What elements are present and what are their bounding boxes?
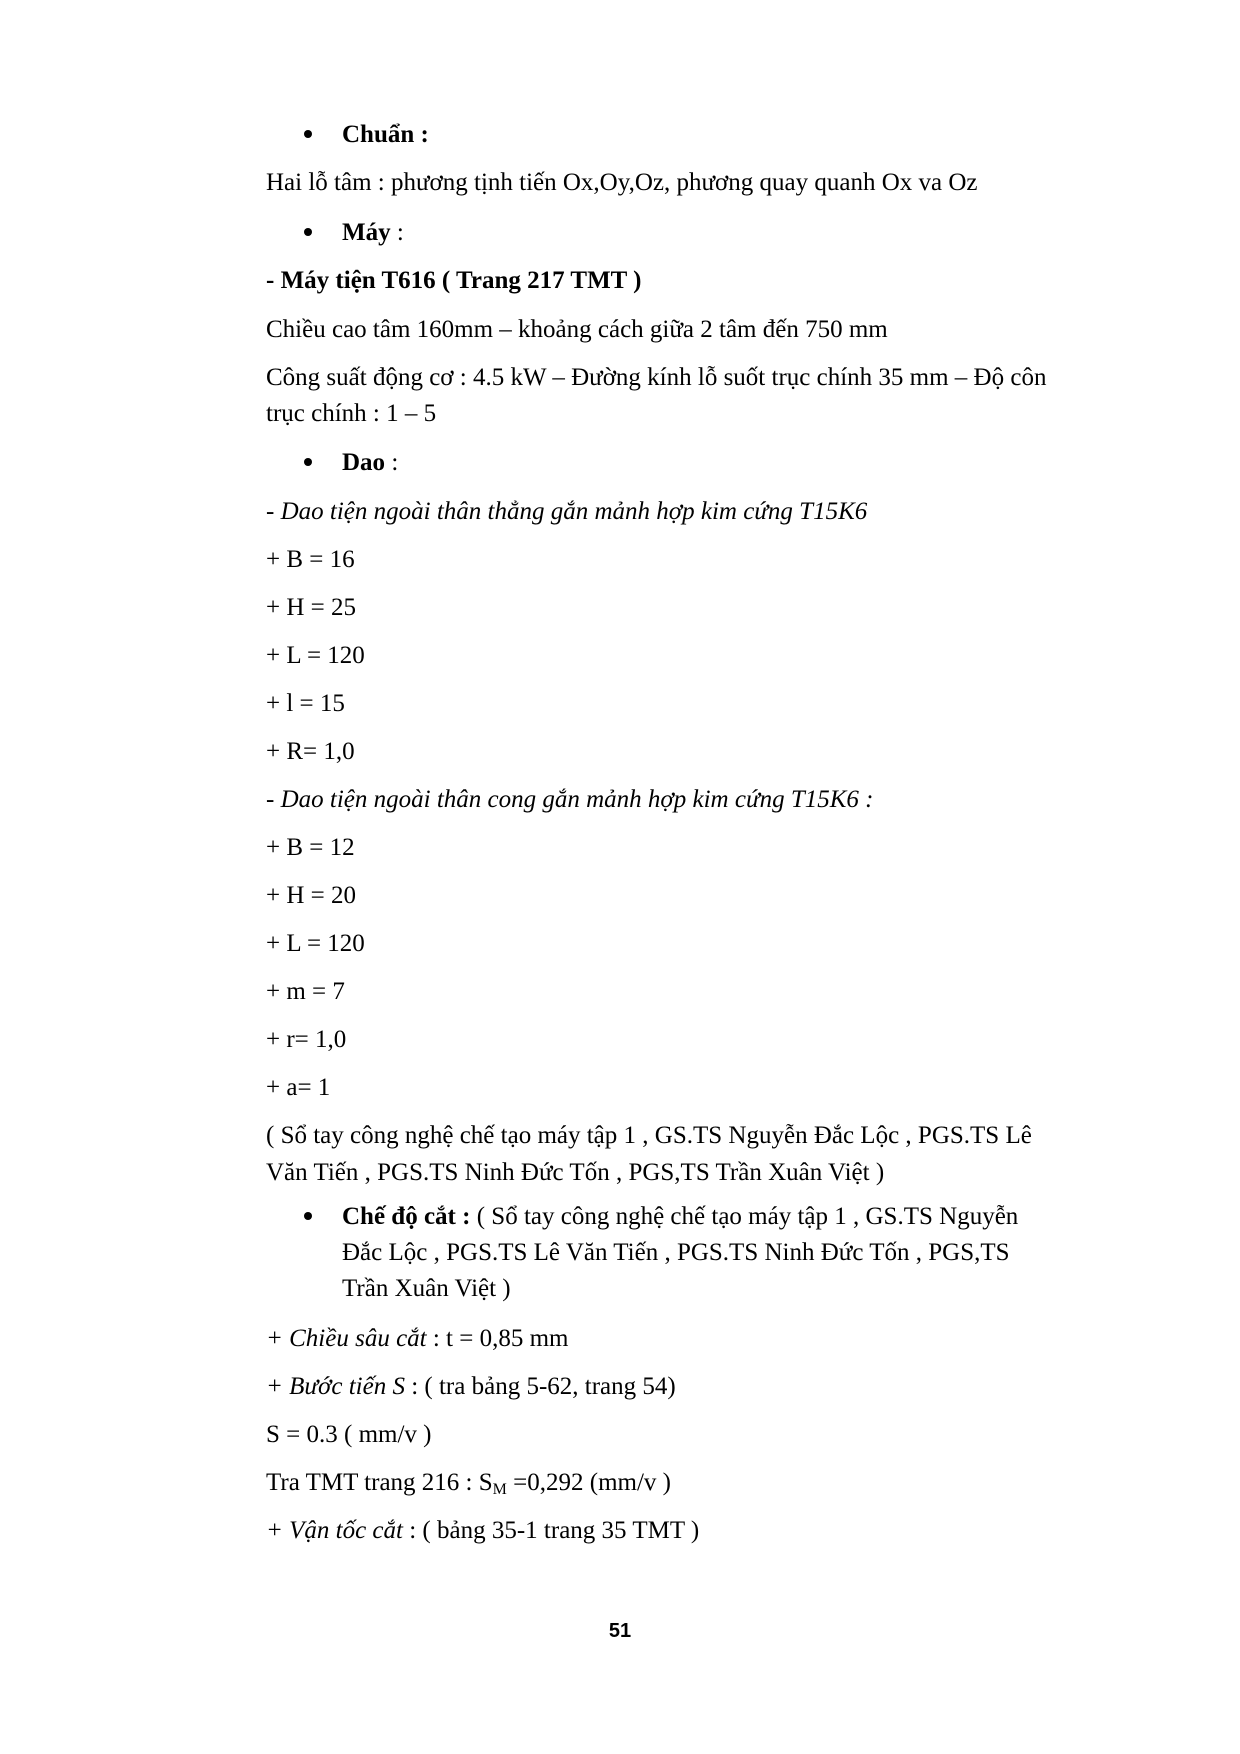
tool1-param: + B = 16 <box>266 546 355 573</box>
tmt-suffix: =0,292 (mm/v ) <box>506 1469 671 1496</box>
bullet-item-dao <box>0 446 1240 480</box>
feed-label: + Bước tiến S <box>266 1373 405 1400</box>
tmt-subscript: M <box>492 1481 507 1498</box>
bullet-dot <box>304 458 312 466</box>
speed-label: + Vận tốc cắt <box>266 1517 403 1544</box>
machine-line-2: Công suất động cơ : 4.5 kW – Đường kính lỗ suốt trục chính 35 mm – Độ côn <box>266 364 1047 391</box>
tool1-param: + H = 25 <box>266 594 357 621</box>
feed-line <box>266 1370 676 1404</box>
feed-value: : ( tra bảng 5-62, trang 54) <box>404 1373 676 1400</box>
tool1-param: + l = 15 <box>266 690 345 717</box>
cutting-speed-line <box>266 1514 699 1548</box>
tool2-param: + L = 120 <box>266 930 365 957</box>
tool2-param: + H = 20 <box>266 882 357 909</box>
bullet-item-may <box>0 216 1240 250</box>
tool2-param: + r= 1,0 <box>266 1026 347 1053</box>
chuan-heading: Chuẩn : <box>342 121 429 148</box>
tool2-param: + a= 1 <box>266 1074 331 1101</box>
che-do-cat-ref-3: Trần Xuân Việt ) <box>342 1275 511 1302</box>
page-number: 51 <box>608 1620 632 1642</box>
bullet-dot <box>304 1212 312 1220</box>
reference-line-1: ( Sổ tay công nghệ chế tạo máy tập 1 , GS.TS Nguyễn Đắc Lộc , PGS.TS Lê <box>266 1122 1032 1149</box>
bullet-item-che-do-cat <box>0 1200 1240 1310</box>
bullet-item-chuan <box>0 118 1240 152</box>
depth-value: : t = 0,85 mm <box>426 1325 569 1352</box>
tmt-feed-line <box>266 1466 671 1507</box>
tool1-title: - Dao tiện ngoài thân thẳng gắn mảnh hợp kim cứng T15K6 <box>266 498 868 525</box>
may-colon: : <box>390 219 404 246</box>
che-do-cat-ref-1: ( Sổ tay công nghệ chế tạo máy tập 1 , GS.TS Nguyễn <box>470 1203 1019 1230</box>
machine-heading: - Máy tiện T616 ( Trang 217 TMT ) <box>266 267 642 294</box>
machine-line-3: trục chính : 1 – 5 <box>266 400 437 427</box>
depth-label: + Chiều sâu cắt <box>266 1325 427 1352</box>
bullet-dot <box>304 228 312 236</box>
dao-colon: : <box>385 449 399 476</box>
che-do-cat-ref-2: Đắc Lộc , PGS.TS Lê Văn Tiến , PGS.TS Ninh Đức Tốn , PGS,TS <box>342 1239 1010 1266</box>
speed-value: : ( bảng 35-1 trang 35 TMT ) <box>402 1517 700 1544</box>
chuan-text: Hai lỗ tâm : phương tịnh tiến Ox,Oy,Oz, phương quay quanh Ox va Oz <box>266 169 978 196</box>
tool2-param: + B = 12 <box>266 834 355 861</box>
dao-heading: Dao <box>342 449 386 476</box>
tool2-title: - Dao tiện ngoài thân cong gắn mảnh hợp kim cứng T15K6 : <box>266 786 874 813</box>
che-do-cat-heading: Chế độ cắt : <box>342 1203 471 1230</box>
reference-line-2: Văn Tiến , PGS.TS Ninh Đức Tốn , PGS,TS Trần Xuân Việt ) <box>266 1159 885 1186</box>
tool1-param: + L = 120 <box>266 642 365 669</box>
tool1-param: + R= 1,0 <box>266 738 355 765</box>
depth-of-cut-line <box>266 1322 569 1356</box>
tmt-prefix: Tra TMT trang 216 : S <box>266 1469 493 1496</box>
tool2-param: + m = 7 <box>266 978 345 1005</box>
machine-line-1: Chiều cao tâm 160mm – khoảng cách giữa 2 tâm đến 750 mm <box>266 316 888 343</box>
may-heading: Máy <box>342 219 391 246</box>
s-value: S = 0.3 ( mm/v ) <box>266 1421 432 1448</box>
bullet-dot <box>304 130 312 138</box>
